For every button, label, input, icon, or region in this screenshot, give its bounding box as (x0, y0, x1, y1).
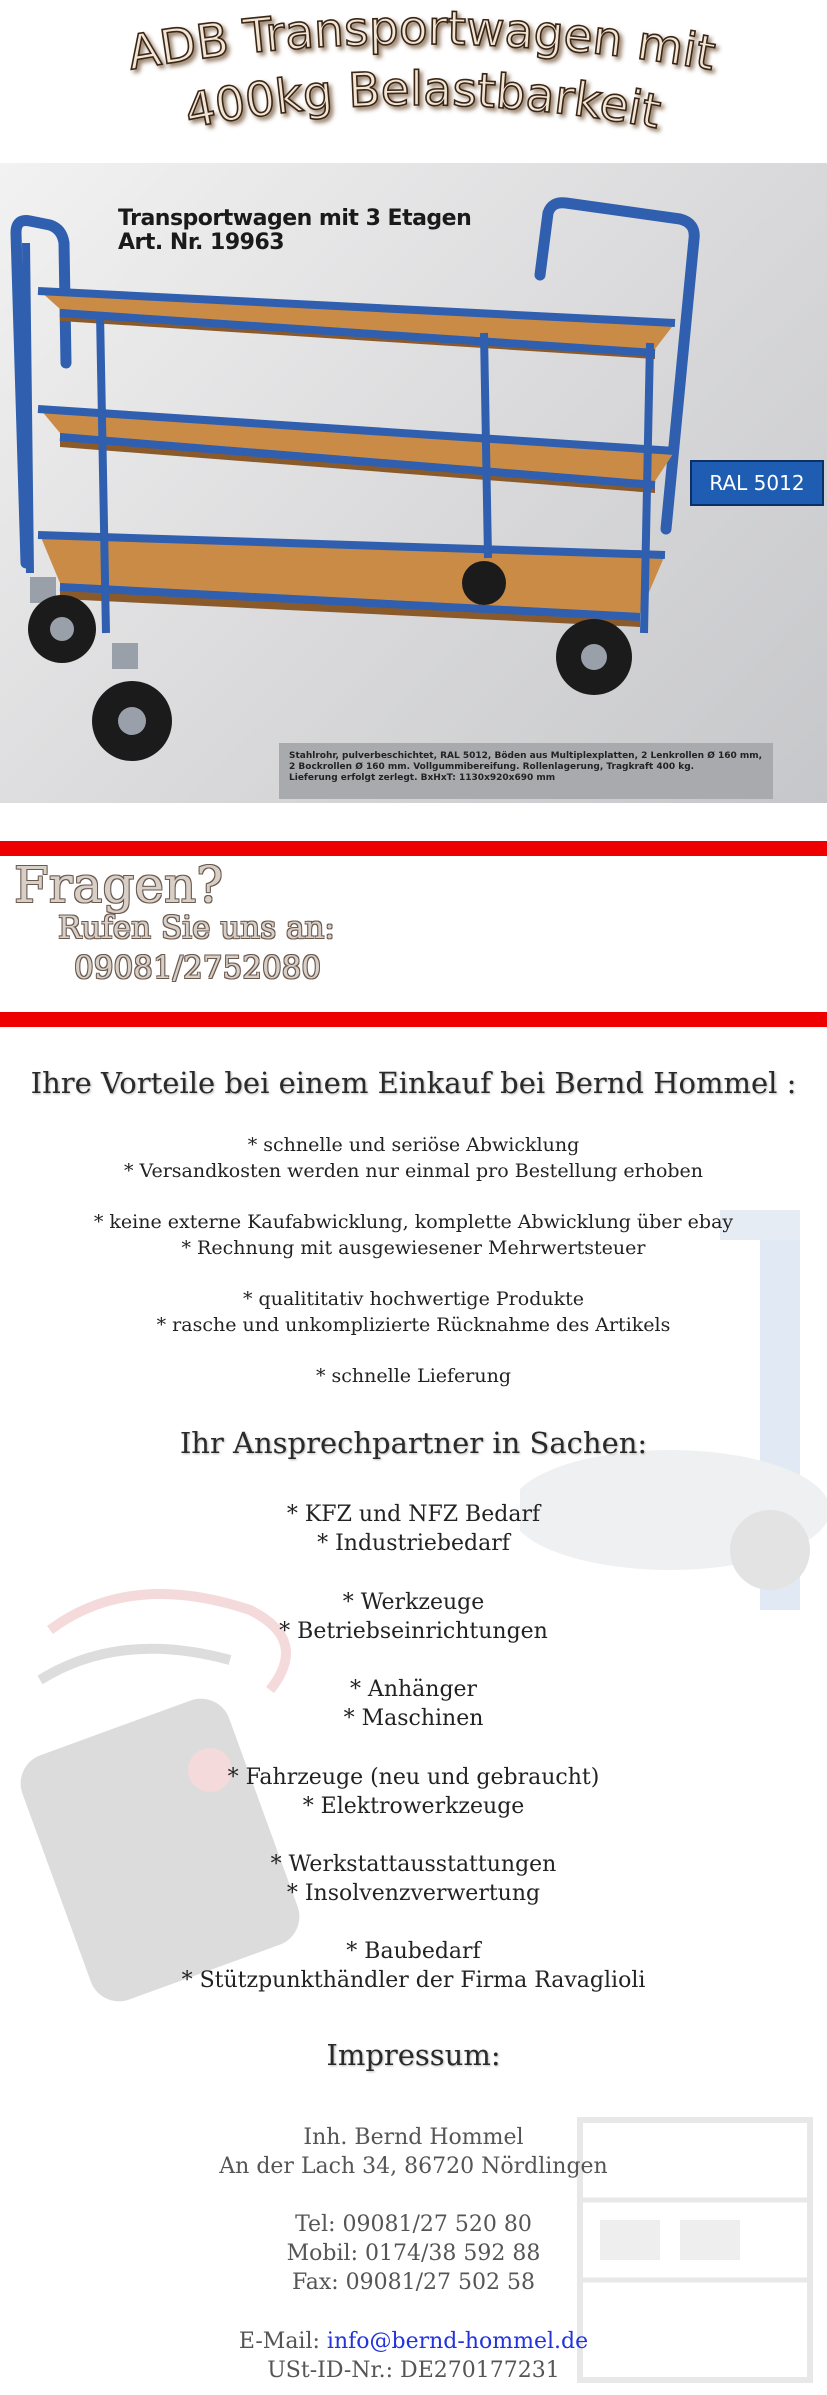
impressum-heading: Impressum: (326, 2038, 501, 2072)
spec-line: 2 Bockrollen Ø 160 mm. Vollgummibereifung. Rollenlagerung, Tragkraft 400 kg. (289, 762, 695, 772)
service-item: * Insolvenzverwertung (286, 1881, 541, 1906)
service-item: * Elektrowerkzeuge (302, 1794, 525, 1819)
vat-id: USt-ID-Nr.: DE270177231 (267, 2358, 560, 2383)
product-name: Transportwagen mit 3 Etagen (118, 206, 472, 231)
question-heading: Fragen? (14, 856, 224, 914)
contact-person-heading: Ihr Ansprechpartner in Sachen: (179, 1426, 648, 1460)
service-item: * Baubedarf (346, 1939, 481, 1964)
email-label: E-Mail: (238, 2329, 327, 2354)
product-heading (118, 207, 471, 255)
phone-number[interactable]: 09081/2752080 (74, 950, 322, 986)
email-line (0, 2327, 827, 2356)
owner-name: Inh. Bernd Hommel (303, 2125, 524, 2150)
advantages-heading: Ihre Vorteile bei einem Einkauf bei Bernd Hommel : (30, 1066, 797, 1100)
red-divider-bottom (0, 1012, 827, 1027)
title-line-2: 400kg Belastbarkeit (180, 61, 665, 141)
info-section (0, 1030, 827, 2395)
advantage-item: * Versandkosten werden nur einmal pro Bestellung erhoben (123, 1160, 704, 1182)
service-item: * Anhänger (349, 1677, 478, 1702)
advantage-item: * qualititativ hochwertige Produkte (243, 1288, 584, 1310)
car-lift-image (520, 1210, 827, 1630)
article-number: Art. Nr. 19963 (118, 230, 285, 255)
service-item: * Werkstattausstattungen (270, 1852, 557, 1877)
address: An der Lach 34, 86720 Nördlingen (219, 2154, 608, 2179)
advantage-item: * Rechnung mit ausgewiesener Mehrwertsteuer (181, 1237, 646, 1259)
service-item: * Fahrzeuge (neu und gebraucht) (227, 1765, 600, 1790)
advantage-item: * schnelle Lieferung (315, 1365, 512, 1387)
service-item: * KFZ und NFZ Bedarf (286, 1502, 541, 1527)
service-item: * Betriebseinrichtungen (279, 1619, 548, 1644)
advantage-item: * keine externe Kaufabwicklung, komplette Abwicklung über ebay (93, 1211, 734, 1233)
call-us-text: Rufen Sie uns an: (58, 910, 335, 946)
red-divider-top (0, 841, 827, 856)
product-image (0, 163, 827, 803)
advantage-item: * schnelle und seriöse Abwicklung (247, 1134, 580, 1156)
spec-line: Stahlrohr, pulverbeschichtet, RAL 5012, Böden aus Multiplexplatten, 2 Lenkrollen Ø 160 mm, (289, 751, 763, 761)
spec-line: Lieferung erfolgt zerlegt. BxHxT: 1130x920x690 mm (289, 773, 556, 783)
service-item: * Werkzeuge (342, 1590, 485, 1615)
spec-caption (279, 743, 773, 799)
title-line-1: ADB Transportwagen mit (123, 0, 720, 82)
svg-text:400kg Belastbarkeit (181, 62, 665, 140)
advantage-item: * rasche und unkomplizierte Rücknahme des Artikels (156, 1314, 671, 1336)
email-link[interactable]: info@bernd-hommel.de (326, 2329, 589, 2354)
service-item: * Stützpunkthändler der Firma Ravaglioli (181, 1968, 646, 1993)
service-item: * Maschinen (343, 1706, 484, 1731)
ral-color-badge: RAL 5012 (690, 460, 824, 506)
telephone: Tel: 09081/27 520 80 (295, 2212, 532, 2237)
service-item: * Industriebedarf (317, 1531, 510, 1556)
page-title (0, 0, 827, 160)
mobile-phone: Mobil: 0174/38 592 88 (286, 2241, 541, 2266)
fax: Fax: 09081/27 502 58 (291, 2270, 536, 2295)
